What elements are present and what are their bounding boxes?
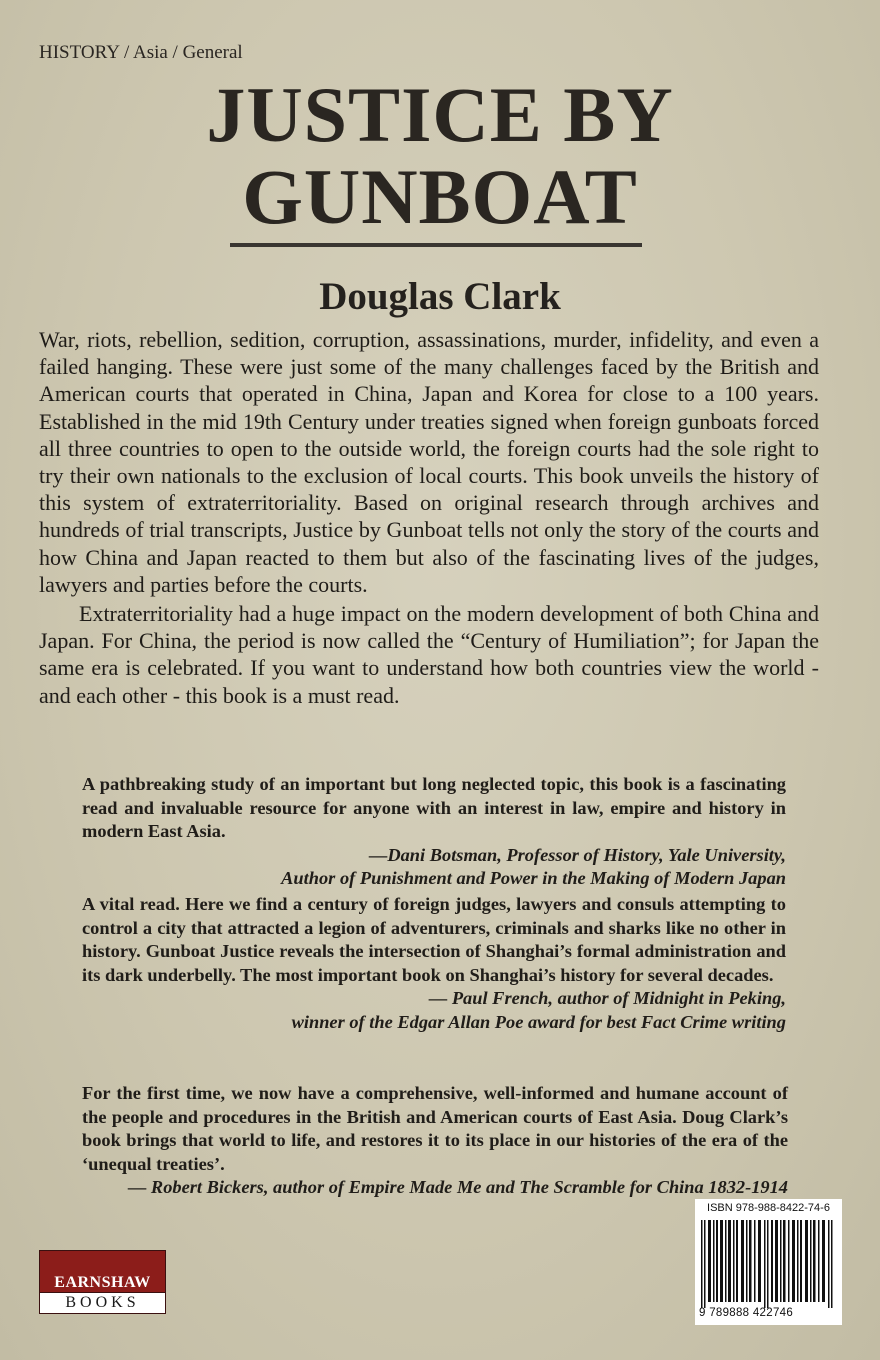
review-attribution: — Robert Bickers, author of Empire Made Me and The Scramble for China 1832-1914 (127, 1177, 788, 1198)
review-quote-1 (82, 773, 786, 891)
review-quote-text: A vital read. Here we find a century of foreign judges, lawyers and consuls attempting to control a city that attracted a legion of adventurers, criminals and sharks like no other in history. Gunboat Justice reveals the intersection of Shanghai’s formal administration and its dark underbelly. The most important book on Shanghai’s history for several decades. (82, 894, 786, 985)
author-name: Douglas Clark (319, 275, 561, 318)
barcode-bars-icon (701, 1220, 836, 1308)
isbn-label: ISBN 978-988-8422-74-6 (707, 1202, 830, 1214)
book-title-line-2: GUNBOAT (242, 153, 638, 240)
review-attribution: winner of the Edgar Allan Poe award for best Fact Crime writing (291, 1011, 786, 1032)
title-divider (230, 243, 642, 247)
publisher-name-line-2: BOOKS (39, 1293, 166, 1314)
category-label: HISTORY / Asia / General (39, 42, 243, 63)
review-quote-text: For the first time, we now have a comprehensive, well-informed and humane account of the people and procedures in the British and American courts of East Asia. Doug Clark’s book brings that world to life, and restores it to its place in our histories of the era of the ‘unequal treaties’. (82, 1083, 788, 1174)
review-quote-3 (82, 1082, 788, 1200)
publisher-logo (39, 1250, 166, 1314)
description-paragraph-1: War, riots, rebellion, sedition, corruption, assassinations, murder, infidelity, and even a failed hanging. These were just some of the many challenges faced by the British and American courts that operated in China, Japan and Korea for close to a 100 years. Established in the mid 19th Century under treaties signed when foreign gunboats forced all three countries to open to the outside world, the foreign courts had the sole right to try their own nationals to the exclusion of local courts. This book unveils the history of this system of extraterritoriality. Based on original research through archives and hundreds of trial transcripts, Justice by Gunboat tells not only the story of the courts and how China and Japan reacted to them but also of the fascinating lives of the judges, lawyers and parties before the courts. (39, 327, 819, 597)
review-attribution: Author of Punishment and Power in the Making of Modern Japan (281, 868, 786, 889)
review-attribution: — Paul French, author of Midnight in Peking, (428, 988, 786, 1009)
review-quote-text: A pathbreaking study of an important but long neglected topic, this book is a fascinating read and invaluable resource for anyone with an interest in law, empire and history in modern East Asia. (82, 774, 786, 842)
book-title-line-1: JUSTICE BY (206, 71, 674, 158)
review-quote-2 (82, 893, 786, 1035)
book-description (39, 326, 819, 709)
isbn-barcode (695, 1199, 842, 1325)
publisher-name-line-1: EARNSHAW (54, 1274, 151, 1291)
barcode-digits: 9 789888 422746 (699, 1307, 794, 1319)
review-attribution: —Dani Botsman, Professor of History, Yale University, (368, 844, 786, 865)
description-paragraph-2: Extraterritoriality had a huge impact on the modern development of both China and Japan. For China, the period is now called the “Century of Humiliation”; for Japan the same era is celebrated. If you want to understand how both countries view the world - and each other - this book is a must read. (39, 601, 819, 708)
